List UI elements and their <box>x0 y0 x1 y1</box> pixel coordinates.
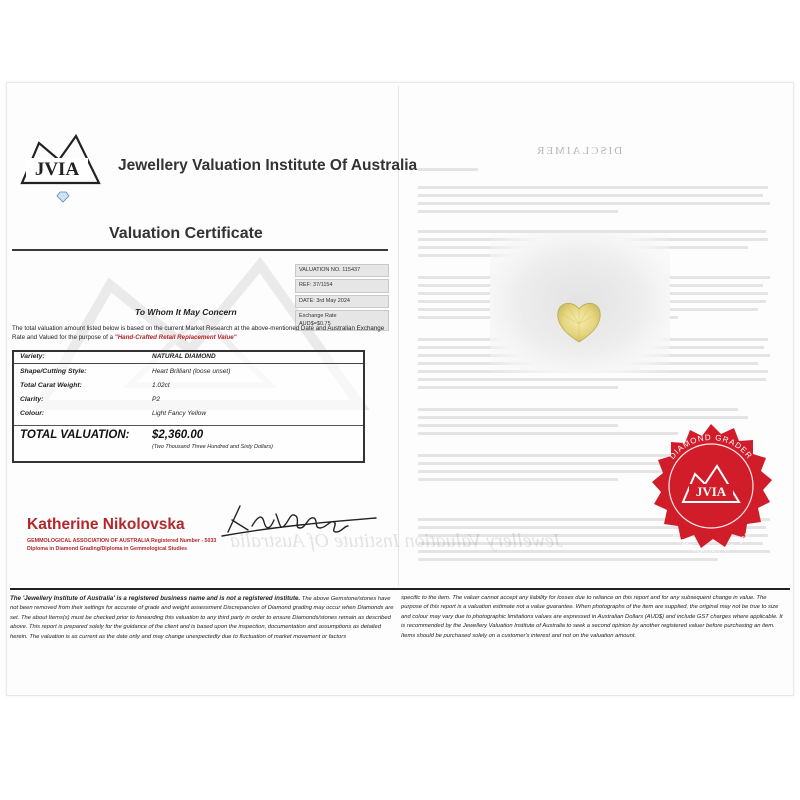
colour-label: Colour: <box>20 410 45 417</box>
shape-label: Shape/Cutting Style: <box>20 368 87 375</box>
table-header-row <box>14 352 363 364</box>
organization-name: Jewellery Valuation Institute Of Australia <box>118 157 418 174</box>
intro-paragraph <box>12 324 388 343</box>
footer-lead: The 'Jewellery Institute of Australia' is a registered business name and is not a registered institute. <box>10 595 301 602</box>
credential-line-2: Diploma in Diamond Grading/Diploma in Gemmological Studies <box>27 546 188 553</box>
title-divider <box>12 249 388 251</box>
footer-left-body: The above Gemstone/stones have not been removed from their settings for accurate of grade and weight assessment Discrepancies of Diamond grading may occur when Diamonds are set. The about Items(s) must be checked prior to forwarding this valuation to any third party in order to ensure Diamonds/stones remain as described above. This report is prepared solely for the guidance of the client and is based upon the inspection, documentation and assumptions as detailed herein. The valuation is as current as the date only and may change unexpectedly due to fluctuation of market movement or factors <box>10 596 394 640</box>
footer-right-text: specific to the item. The valuer cannot accept any liability for losses due to reliance on this report and for any subsequent change in value. The purpose of this report is a valuation estimate not a value guarantee. When photographs of the item are supplied, the original may not be true to size and colour may vary due to photographic limitations values are expressed in Australian Dollars (AUD$) and include GST charges where applicable. It is recommended by the Jewellery Valuation Institute of Australia to seek a second opinion by another registered valuer before purchasing an item. Items should be purchased solely on a customer's interest and not on the valuation amount. <box>401 595 783 639</box>
variety-label: Variety: <box>20 353 45 360</box>
intro-text: The total valuation amount listed below is based on the current Market Research at the above-mentioned Date and Australian Exchange Rate and Valued for the purpose of a <box>12 325 385 342</box>
total-valuation-words: (Two Thousand Three Hundred and Sixty Dollars) <box>152 444 273 450</box>
seal-center-text: JVIA <box>695 484 727 499</box>
reference-box <box>295 264 389 333</box>
jvia-logo-icon <box>14 128 104 210</box>
shape-value: Heart Brilliant (loose unset) <box>152 368 231 375</box>
footer-divider <box>10 588 790 590</box>
logo-text: JVIA <box>34 159 80 180</box>
exchange-rate-value: AUD$=$0.75 <box>299 320 331 327</box>
salutation: To Whom It May Concern <box>135 307 237 317</box>
valuation-date: DATE: 3rd May 2024 <box>299 297 350 304</box>
total-valuation-label: TOTAL VALUATION: <box>20 429 130 441</box>
valuation-table <box>12 350 365 463</box>
variety-value: NATURAL DIAMOND <box>152 353 216 360</box>
signer-name: Katherine Nikolovska <box>27 516 185 533</box>
seal-bottom-text: GEMMOLOGIST NO. 5033 <box>666 527 756 557</box>
valuation-purpose: "Hand-Crafted Retail Replacement Value" <box>114 334 237 342</box>
seal-top-text: DIAMOND GRADER <box>667 432 755 461</box>
heart-diamond-icon <box>552 294 606 348</box>
total-divider <box>14 425 363 426</box>
total-valuation-value: $2,360.00 <box>152 429 204 441</box>
disclaimer-title: DISCLAIMER <box>535 145 623 157</box>
credential-line-1: GEMMOLOGICAL ASSOCIATION OF AUSTRALIA Registered Number - 5033 <box>27 538 217 544</box>
valuation-number: VALUATION NO. 115437 <box>299 267 361 273</box>
reference-number: REF: 37/1154 <box>299 282 333 289</box>
exchange-rate-label: Exchange Rate <box>299 313 337 320</box>
bleed-through-text: Jewellery Valuation Institute Of Australia <box>230 530 563 552</box>
clarity-label: Clarity: <box>20 396 44 403</box>
carat-value: 1.02ct <box>152 382 170 389</box>
footer-left-text <box>10 594 394 642</box>
signer-credentials <box>27 537 216 553</box>
certificate-title: Valuation Certificate <box>109 225 263 242</box>
clarity-value: P2 <box>152 396 160 403</box>
gemmologist-seal-icon <box>633 420 789 576</box>
carat-label: Total Carat Weight: <box>20 382 82 389</box>
colour-value: Light Fancy Yellow <box>152 410 207 417</box>
